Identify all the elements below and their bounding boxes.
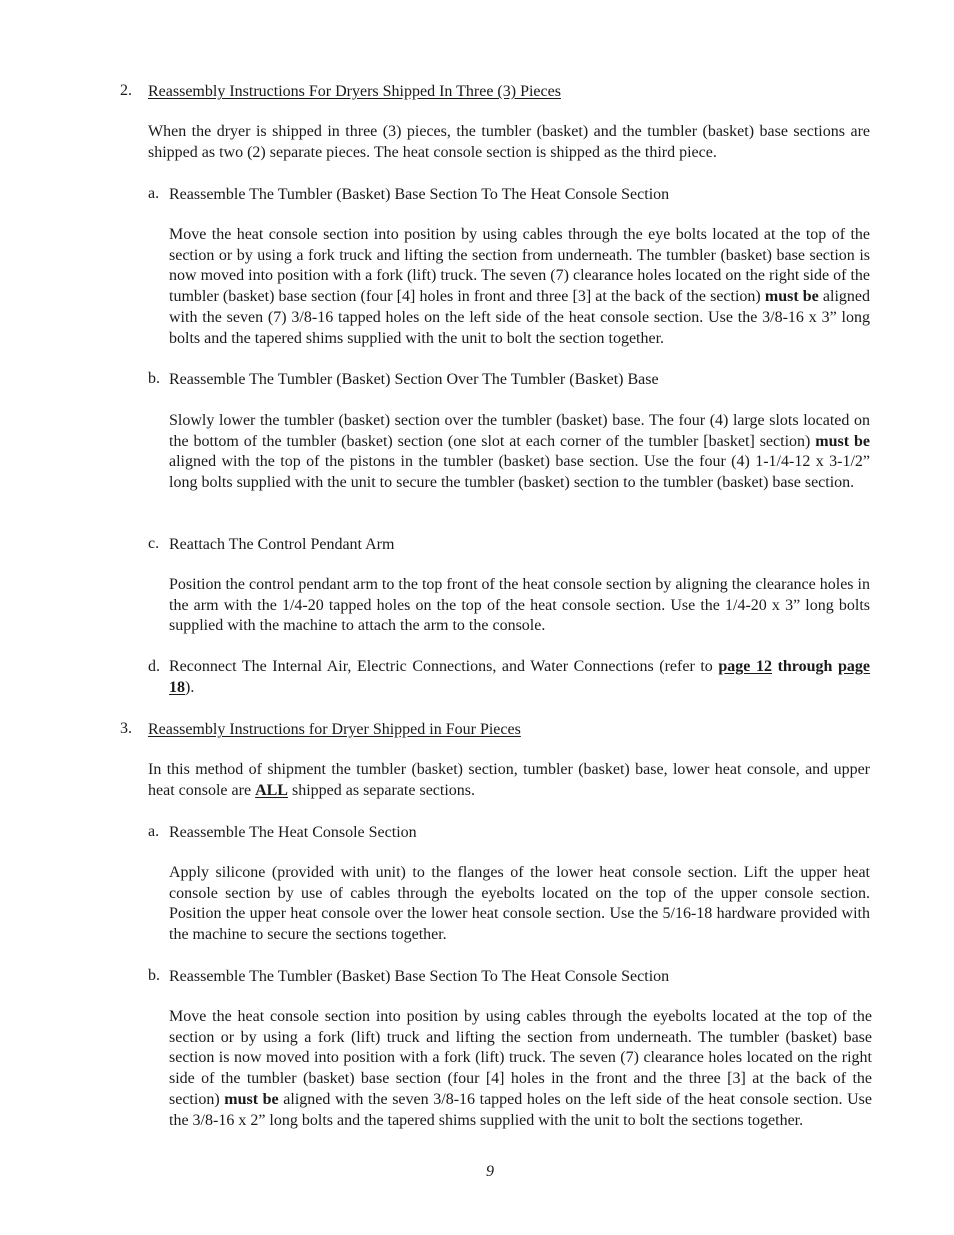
page-18-link[interactable]: page 18 [169,658,871,696]
section-2a-label: a. [148,185,160,202]
section-2a-body-text-2: aligned with the seven (7) 3/8-16 tapped holes on the left side of the heat console section. Use the 3/8-16 x 3” long bolts and the tapered shims supplied with the unit to bolt the section together. [169,288,871,347]
section-2-heading: Reassembly Instructions For Dryers Shipped In Three (3) Pieces [148,83,561,100]
section-2a-body-text-1: Move the heat console section into position by using cables through the eye bolts located at the top of the section or by using a fork truck and lifting the section from underneath. The tumbler (basket) base section is now moved into position with a fork (lift) truck. The seven (7) clearance holes located on the right side of the tumbler (basket) base section (four [4] holes in front and three [3] at the back of the section) [169,226,870,306]
section-3b-heading: Reassemble The Tumbler (Basket) Base Section To The Heat Console Section [169,968,670,985]
section-3-intro-text-2: shipped as separate sections. [287,781,476,799]
section-2d-text-end: ). [185,678,195,696]
page-12-link[interactable]: page 12 [718,658,772,675]
section-3b-body-text-2: aligned with the seven 3/8-16 tapped holes on the left side of the heat console section. Use the 3/8-16 x 2” long bolts and the tapered shims supplied with the unit to bolt the sections together. [169,1090,873,1129]
section-3a-heading: Reassemble The Heat Console Section [169,824,417,841]
section-2b-emphasis: must be [815,432,871,450]
section-3-intro [148,760,870,801]
section-2b-heading: Reassemble The Tumbler (Basket) Section Over The Tumbler (Basket) Base [169,371,659,388]
section-3-intro-text-1: In this method of shipment the tumbler (basket) section, tumbler (basket) base, lower heat console, and upper heat console are [148,761,870,799]
section-3a-body: Apply silicone (provided with unit) to the flanges of the lower heat console section. Lift the upper heat console section by use of cables through the eyebolts located on the top of the upper console section. Position the upper heat console over the lower heat console section. Use the 5/16-18 hardware provided with the machine to secure the sections together. [169,864,870,944]
page-number: 9 [486,1163,494,1180]
section-2b-label: b. [148,370,160,387]
section-2-intro: When the dryer is shipped in three (3) pieces, the tumbler (basket) and the tumbler (basket) base sections are shipped as two (2) separate pieces. The heat console section is shipped as the third piece. [148,123,870,161]
section-3a-label: a. [148,823,160,840]
section-2b-body [169,411,870,494]
section-3b-label: b. [148,967,160,984]
section-2a-heading: Reassemble The Tumbler (Basket) Base Section To The Heat Console Section [169,186,670,203]
section-3b-emphasis: must be [224,1090,279,1108]
section-3-heading: Reassembly Instructions for Dryer Shipped in Four Pieces [148,721,521,738]
section-3b-body-text-1: Move the heat console section into position by using cables through the eyebolts located at the top of the section or by using a fork (lift) truck and lifting the section from underneath. The tumbler (basket) base section is now moved into position with a fork (lift) truck. The seven (7) clearance holes located on the right side of the tumbler (basket) base section (four [4] holes in the front and the three [3] at the back of the section) [169,1008,872,1108]
section-2b-body-text-2: aligned with the top of the pistons in the tumbler (basket) base section. Use the four (4) 1-1/4-12 x 3-1/2” long bolts supplied with the unit to secure the tumbler (basket) section to the tumbler (basket) base section. [169,453,870,492]
section-2d-text-main: Reconnect The Internal Air, Electric Connections, and Water Connections (refer to [169,658,719,675]
section-2c-heading: Reattach The Control Pendant Arm [169,536,395,553]
section-2b-body-text-1: Slowly lower the tumbler (basket) section over the tumbler (basket) base. The four (4) large slots located on the bottom of the tumbler (basket) section (one slot at each corner of the tumbler [basket] section) [169,412,870,450]
section-2d-text [169,657,870,698]
section-2c-body: Position the control pendant arm to the top front of the heat console section by aligning the clearance holes in the arm with the 1/4-20 tapped holes on the top of the heat console section. Use the 1/4-20 x 3” long bolts supplied with the machine to attach the arm to the console. [169,576,870,635]
section-2d-label: d. [148,658,160,675]
section-2a-emphasis: must be [764,288,819,306]
section-2a-body [169,225,870,349]
section-2d-through: through [772,658,839,675]
section-2-number: 2. [120,82,132,99]
section-3b-body [169,1007,872,1131]
section-3-intro-emphasis: ALL [255,781,288,799]
section-3-number: 3. [120,720,132,737]
section-2c-label: c. [148,535,160,552]
